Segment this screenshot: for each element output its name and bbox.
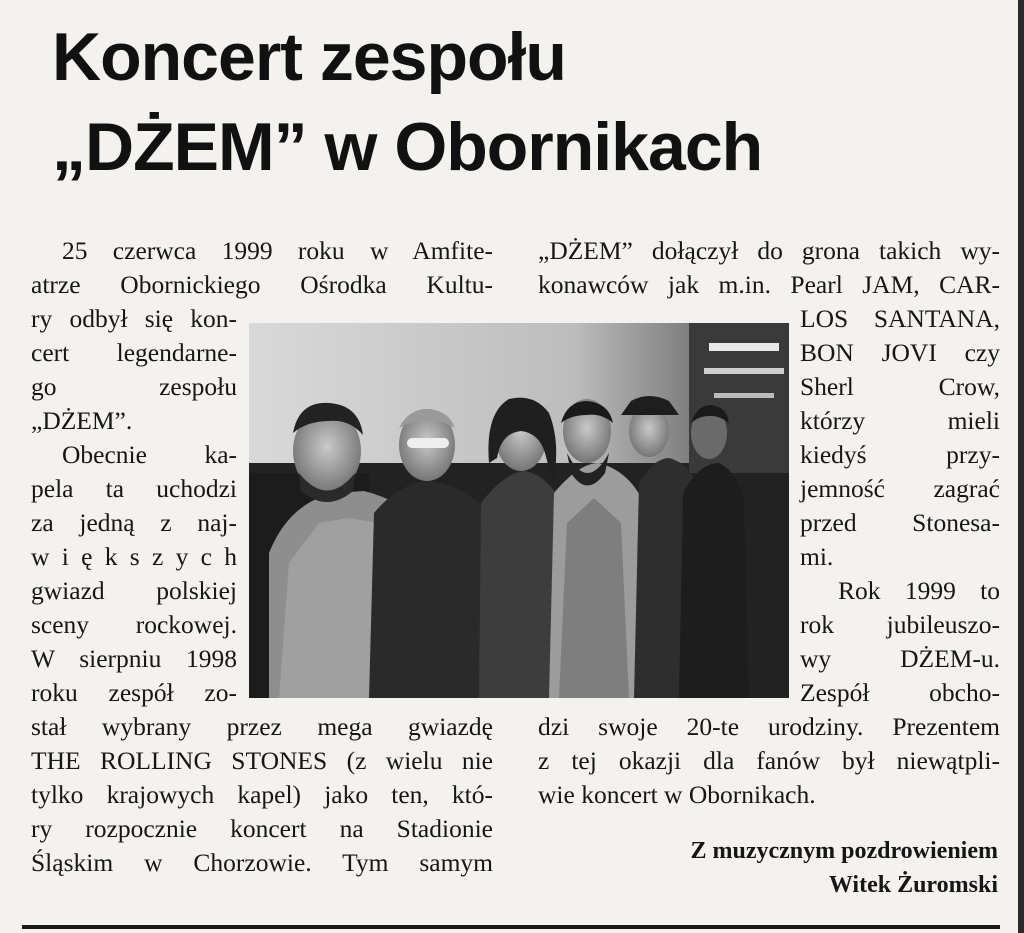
right-line-2: konawców jak m.in. Pearl JAM, CAR-	[538, 270, 1000, 299]
left-line-8: pela ta uchodzi	[31, 474, 237, 503]
right-line-5: Sherl Crow,	[800, 372, 1000, 401]
left-line-7: Obecnie ka-	[62, 440, 237, 469]
title-line-2: „DŻEM” w Obornikach	[52, 109, 763, 185]
left-line-17: tylko krajowych kapel) jako ten, któ-	[31, 780, 493, 809]
title-line-1: Koncert zespołu	[52, 19, 566, 95]
page-edge	[1018, 0, 1024, 933]
bottom-rule	[22, 925, 1000, 929]
signature-greeting: Z muzycznym pozdrowieniem	[690, 838, 998, 864]
right-line-11: Rok 1999 to	[838, 576, 1000, 605]
right-line-9: przed Stonesa-	[800, 508, 1000, 537]
right-line-17: wie koncert w Obornikach.	[538, 780, 816, 809]
left-line-11: gwiazd polskiej	[31, 576, 237, 605]
left-line-15: stał wybrany przez mega gwiazdę	[31, 712, 493, 741]
right-line-10: mi.	[800, 542, 834, 571]
right-line-7: kiedyś przy-	[800, 440, 1000, 469]
left-line-9: za jedną z naj-	[31, 508, 237, 537]
left-line-5: go zespołu	[31, 372, 237, 401]
left-line-16: THE ROLLING STONES (z wielu nie	[31, 746, 493, 775]
left-line-2: atrze Obornickiego Ośrodka Kultu-	[31, 270, 493, 299]
left-line-6: „DŻEM”.	[31, 406, 133, 435]
right-line-8: jemność zagrać	[800, 474, 1000, 503]
article-title	[52, 12, 952, 192]
right-line-14: Zespół obcho-	[800, 678, 1000, 707]
left-line-10: w i ę k s z y c h	[31, 542, 237, 571]
right-line-15: dzi swoje 20-te urodziny. Prezentem	[538, 712, 1000, 741]
left-line-13: W sierpniu 1998	[31, 644, 237, 673]
signature-author: Witek Żuromski	[828, 872, 998, 898]
left-line-19: Śląskim w Chorzowie. Tym samym	[31, 848, 493, 877]
left-line-4: cert legendarne-	[31, 338, 237, 367]
right-line-4: BON JOVI czy	[800, 338, 1000, 367]
left-line-18: ry rozpocznie koncert na Stadionie	[31, 814, 493, 843]
left-line-1: 25 czerwca 1999 roku w Amfite-	[62, 236, 493, 265]
left-line-14: roku zespół zo-	[31, 678, 237, 707]
right-line-1: „DŻEM” dołączył do grona takich wy-	[538, 236, 1000, 265]
right-line-12: rok jubileuszo-	[800, 610, 1000, 639]
band-photo	[249, 323, 789, 698]
right-line-6: którzy mieli	[800, 406, 1000, 435]
right-line-16: z tej okazji dla fanów był niewątpli-	[538, 746, 1000, 775]
left-line-3: ry odbył się kon-	[31, 304, 237, 333]
left-line-12: sceny rockowej.	[31, 610, 237, 639]
right-line-3: LOS SANTANA,	[800, 304, 1000, 333]
right-line-13: wy DŻEM-u.	[800, 644, 1000, 673]
